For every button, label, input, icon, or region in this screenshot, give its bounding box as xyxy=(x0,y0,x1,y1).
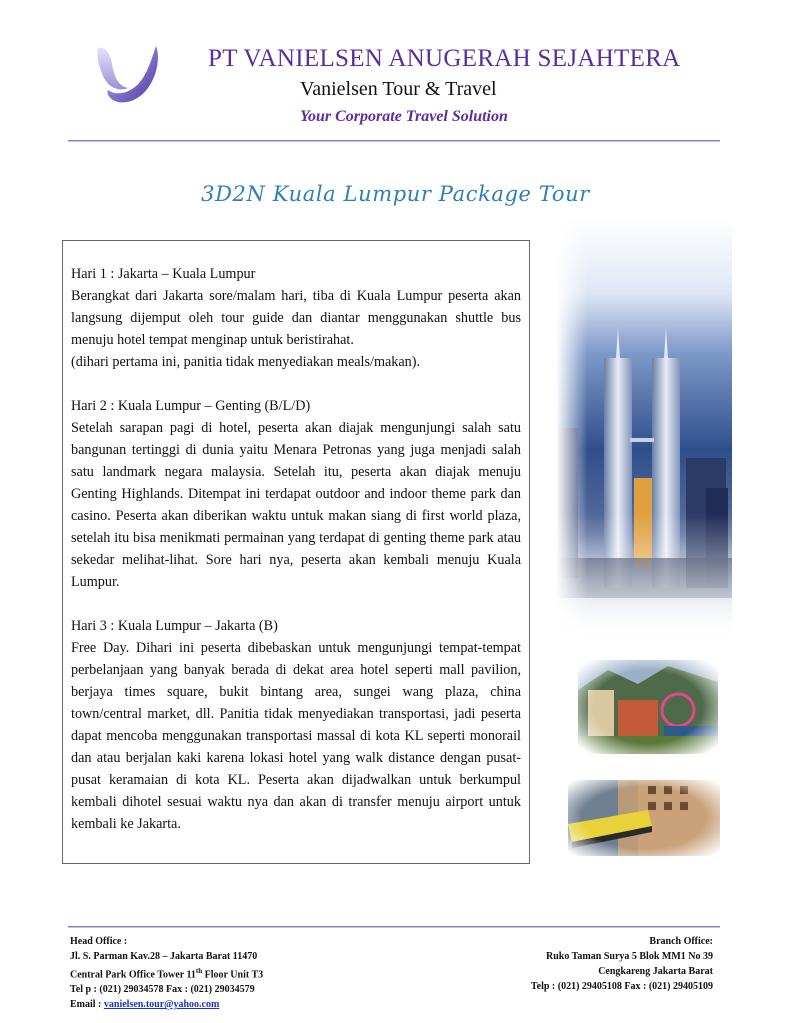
head-office-address-2 xyxy=(70,964,263,982)
branch-office-phone: Telp : (021) 29405108 Fax : (021) 29405109 xyxy=(530,981,713,992)
email-label: Email : xyxy=(70,999,104,1011)
tour-title: 3D2N Kuala Lumpur Package Tour xyxy=(201,182,590,206)
day-3-heading: Hari 3 : Kuala Lumpur – Jakarta (B) xyxy=(71,618,278,634)
day-1-note: (dihari pertama ini, panitia tidak menyediakan meals/makan). xyxy=(71,354,421,370)
branch-office-address-2: Cengkareng Jakarta Barat xyxy=(598,966,713,977)
day-1 xyxy=(71,263,521,373)
floor-suffix: th xyxy=(195,967,203,975)
petronas-towers-night-photo xyxy=(556,218,732,640)
head-office-block xyxy=(70,934,263,1012)
day-1-body: Berangkat dari Jakarta sore/malam hari, tiba di Kuala Lumpur peserta akan langsung dijemput oleh tour guide dan diantar menggunakan shuttle bus menuju hotel tempat menginap untuk beristirahat. xyxy=(71,288,521,348)
day-3-body: Free Day. Dihari ini peserta dibebaskan untuk mengunjungi tempat-tempat perbelanjaan yang banyak berada di dekat area hotel seperti mall pavilion, berjaya times square, bukit bintang area, sungei wang plaza, china town/central market, dll. Panitia tidak menyediakan transportasi, jadi peserta dapat mencoba menggunakan transportasi massal di kota KL seperti monorail dan atau berjalan kaki karena lokasi hotel yang walk distance dengan pusat-pusat keramaian di kota KL. Peserta akan dijadwalkan untuk berkumpul kembali dihotel sesuai waktu nya dan akan di transfer menuju airport untuk kembali ke Jakarta. xyxy=(71,640,521,832)
branch-office-label: Branch Office: xyxy=(649,936,713,947)
head-office-address-2-rest: Floor Unit T3 xyxy=(202,969,264,981)
tagline: Your Corporate Travel Solution xyxy=(300,108,508,125)
v-swoosh-logo xyxy=(94,44,162,106)
day-2-heading: Hari 2 : Kuala Lumpur – Genting (B/L/D) xyxy=(71,398,311,414)
brand-name: Vanielsen Tour & Travel xyxy=(300,78,497,100)
head-office-email-line xyxy=(70,997,263,1012)
branch-office-address-1: Ruko Taman Surya 5 Blok MM1 No 39 xyxy=(546,951,713,962)
kl-monorail-photo xyxy=(568,780,720,856)
itinerary-box xyxy=(62,240,530,864)
head-office-label: Head Office : xyxy=(70,936,128,947)
branch-office-block xyxy=(531,934,713,994)
head-office-address-2-text: Central Park Office Tower 11 xyxy=(70,969,196,981)
company-name: PT VANIELSEN ANUGERAH SEJAHTERA xyxy=(208,45,681,72)
day-2-body: Setelah sarapan pagi di hotel, peserta akan diajak mengunjungi salah satu bangunan tertinggi di dunia yaitu Menara Petronas yang juga menjadi salah satu landmark negara malaysia. Setelah itu, peserta akan diajak menuju Genting Highlands. Ditempat ini terdapat outdoor and indoor theme park dan casino. Peserta akan diberikan waktu untuk makan siang di first world plaza, setelah itu bisa menikmati permainan yang terdapat di genting theme park atau sekedar melihat-lihat. Sore hari nya, peserta akan kembali menuju Kuala Lumpur. xyxy=(71,420,521,590)
header-divider xyxy=(68,140,720,142)
day-1-heading: Hari 1 : Jakarta – Kuala Lumpur xyxy=(71,266,256,282)
head-office-address-1: Jl. S. Parman Kav.28 – Jakarta Barat 11470 xyxy=(70,951,258,962)
day-3 xyxy=(71,615,521,835)
genting-highlands-theme-park-photo xyxy=(578,660,718,754)
head-office-phone: Tel p : (021) 29034578 Fax : (021) 29034579 xyxy=(70,984,255,996)
footer-divider xyxy=(68,926,720,928)
email-link[interactable]: vanielsen.tour@yahoo.com xyxy=(103,999,220,1011)
day-2 xyxy=(71,395,521,593)
